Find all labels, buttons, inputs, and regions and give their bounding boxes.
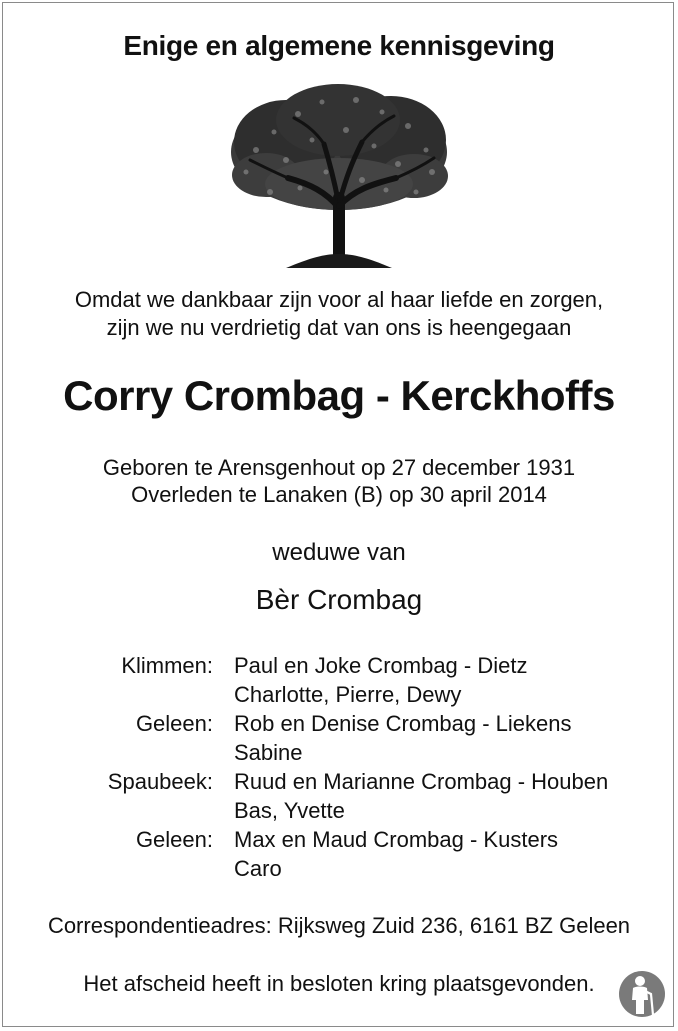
family-names: Ruud en Marianne Crombag - Houben bbox=[234, 769, 609, 794]
widow-of-label: weduwe van bbox=[272, 539, 406, 566]
family-row bbox=[0, 651, 678, 680]
family-names: Bas, Yvette bbox=[234, 798, 345, 823]
person-with-cane-logo-icon bbox=[618, 970, 666, 1018]
deceased-name: Corry Crombag - Kerckhoffs bbox=[63, 372, 615, 419]
family-names: Caro bbox=[234, 856, 282, 881]
family-names: Charlotte, Pierre, Dewy bbox=[234, 682, 462, 707]
family-row bbox=[0, 796, 678, 825]
family-row bbox=[0, 709, 678, 738]
birth-line: Geboren te Arensgenhout op 27 december 1931 bbox=[102, 455, 576, 480]
correspondence-address: Correspondentieadres: Rijksweg Zuid 236, 6161 BZ Geleen bbox=[47, 913, 631, 938]
family-row bbox=[0, 825, 678, 854]
family-list bbox=[0, 651, 678, 883]
family-names: Sabine bbox=[234, 740, 303, 765]
family-names: Max en Maud Crombag - Kusters bbox=[234, 827, 559, 852]
intro-text bbox=[0, 286, 678, 342]
intro-line-1: Omdat we dankbaar zijn voor al haar liefde en zorgen, bbox=[74, 287, 604, 312]
family-names: Rob en Denise Crombag - Liekens bbox=[234, 711, 572, 736]
family-place: Geleen: bbox=[135, 711, 213, 736]
death-line: Overleden te Lanaken (B) op 30 april 2014 bbox=[131, 482, 547, 507]
tree-illustration-icon bbox=[226, 80, 452, 272]
family-row bbox=[0, 767, 678, 796]
family-row bbox=[0, 680, 678, 709]
husband-name: Bèr Crombag bbox=[255, 584, 423, 615]
family-row bbox=[0, 854, 678, 883]
intro-line-2: zijn we nu verdrietig dat van ons is heengegaan bbox=[106, 315, 572, 340]
family-place: Geleen: bbox=[135, 827, 213, 852]
family-row bbox=[0, 738, 678, 767]
family-names: Paul en Joke Crombag - Dietz bbox=[234, 653, 528, 678]
life-dates bbox=[0, 454, 678, 508]
family-place: Spaubeek: bbox=[107, 769, 213, 794]
closing-text: Het afscheid heeft in besloten kring plaatsgevonden. bbox=[83, 971, 595, 996]
family-place: Klimmen: bbox=[121, 653, 213, 678]
notice-heading: Enige en algemene kennisgeving bbox=[123, 30, 555, 61]
